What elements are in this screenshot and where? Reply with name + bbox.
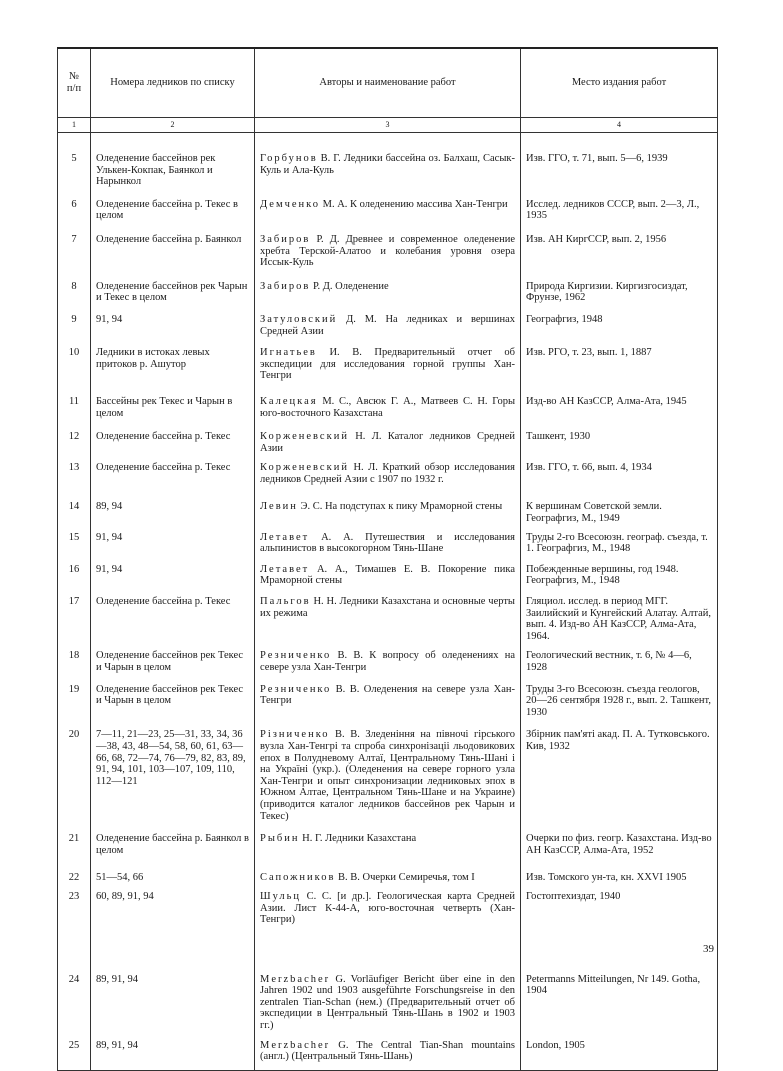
glacier-numbers <box>91 501 255 531</box>
glacier-numbers-text: Оледенение бассейна р. Баянкол <box>96 233 242 245</box>
glacier-numbers-text: 89, 94 <box>96 501 123 513</box>
publication-place <box>521 650 718 683</box>
publication-place <box>521 684 718 730</box>
table-row <box>58 501 718 531</box>
publication-place <box>521 833 718 872</box>
row-number <box>58 234 91 281</box>
table-row <box>58 729 718 833</box>
author-name: Merzbacher <box>260 1039 331 1051</box>
glacier-numbers-text: Оледенение бассейна р. Текес в целом <box>96 198 238 222</box>
publication-place-text: London, 1905 <box>526 1039 585 1051</box>
table-row <box>58 891 718 974</box>
header-number: № п/п <box>58 48 91 118</box>
publication-place <box>521 234 718 281</box>
row-number-text: 21 <box>68 833 80 845</box>
row-number-text: 19 <box>68 683 80 695</box>
glacier-numbers <box>91 314 255 347</box>
publication-place <box>521 564 718 596</box>
author-work <box>255 396 521 431</box>
work-title: В. В. К вопросу об оледенениях на севере узла Хан-Тенгри <box>260 650 515 673</box>
author-name: Горбунов <box>260 153 318 164</box>
row-number <box>58 1040 91 1071</box>
author-work <box>255 872 521 891</box>
author-name: Калецкая <box>260 395 318 407</box>
glacier-numbers <box>91 833 255 872</box>
column-index: 4 <box>521 118 718 133</box>
table-row <box>58 1040 718 1071</box>
row-number-text: 13 <box>68 462 80 474</box>
glacier-numbers <box>91 564 255 596</box>
row-number <box>58 396 91 431</box>
row-number <box>58 431 91 462</box>
glacier-numbers <box>91 153 255 199</box>
row-number <box>58 564 91 596</box>
row-number <box>58 532 91 564</box>
row-number-text: 7 <box>71 233 77 245</box>
author-work <box>255 153 521 199</box>
author-name: Сапожников <box>260 872 336 884</box>
row-number-text: 23 <box>68 890 80 902</box>
author-name: Пальгов <box>260 596 311 608</box>
row-number-text: 14 <box>68 501 80 513</box>
table-row <box>58 281 718 314</box>
glacier-numbers <box>91 974 255 1040</box>
glacier-numbers <box>91 532 255 564</box>
column-index: 2 <box>91 118 255 133</box>
row-number-text: 22 <box>68 872 80 884</box>
publication-place-text: Изв. Томского ун-та, кн. XXVI 1905 <box>526 872 687 884</box>
publication-place-text: Изв. ГГО, т. 71, вып. 5—6, 1939 <box>526 153 668 164</box>
publication-place-text: Збiрник пам'ятi акад. П. А. Тутковського. Кив, 1932 <box>526 729 710 752</box>
publication-place-text: Труды 2-го Всесоюзн. географ. съезда, т. 1. Географгиз, М., 1948 <box>526 531 708 555</box>
glacier-numbers <box>91 872 255 891</box>
publication-place <box>521 462 718 501</box>
glacier-numbers <box>91 891 255 974</box>
glacier-numbers-text: Оледенение бассейнов рек Текес и Чарын в целом <box>96 650 244 673</box>
author-name: Левин <box>260 501 298 513</box>
author-work <box>255 462 521 501</box>
column-index: 1 <box>58 118 91 133</box>
glacier-numbers-text: 89, 91, 94 <box>96 973 138 985</box>
bibliography-table <box>57 47 718 1071</box>
table-header <box>58 48 718 118</box>
row-number <box>58 153 91 199</box>
row-number <box>58 729 91 833</box>
glacier-numbers <box>91 462 255 501</box>
row-number <box>58 462 91 501</box>
row-number-text: 18 <box>68 650 80 662</box>
author-work <box>255 833 521 872</box>
author-name: Рiзниченко <box>260 729 330 741</box>
glacier-numbers-text: Оледенение бассейнов рек Улькен-Кокпак, Баянкол и Нарынкол <box>96 153 216 188</box>
author-name: Корженевский <box>260 462 349 474</box>
work-title: В. В. Очерки Семиречья, том I <box>335 872 475 884</box>
table-row <box>58 462 718 501</box>
work-title: Э. С. На подступах к пику Мраморной стены <box>297 501 503 513</box>
glacier-numbers <box>91 396 255 431</box>
table-row <box>58 684 718 730</box>
work-title: М. С., Авсюк Г. А., Матвеев С. Н. Горы юго-восточного Казахстана <box>260 395 515 419</box>
row-number <box>58 684 91 730</box>
row-number <box>58 281 91 314</box>
work-title: G. The Central Tian-Shan mountains (англ.) (Центральный Тянь-Шань) <box>260 1039 515 1063</box>
author-work <box>255 1040 521 1071</box>
glacier-numbers-text: Оледенение бассейнов рек Чарын и Текес в целом <box>96 280 248 304</box>
author-work <box>255 234 521 281</box>
publication-place <box>521 281 718 314</box>
work-title: Н. Н. Ледники Казахстана и основные черты их режима <box>260 596 515 619</box>
row-number-text: 17 <box>68 596 80 608</box>
publication-place <box>521 596 718 650</box>
author-name: Забиров <box>260 280 311 292</box>
publication-place-text: Очерки по физ. геогр. Казахстана. Изд-во АН КазССР, Алма-Ата, 1952 <box>526 833 712 856</box>
publication-place-text: Гляциол. исслед. в период МГГ. Заилийский и Кунгейский Алатау. Алтай, вып. 4. Изд-во АН КазССР, Алма-Ата, 1964. <box>526 596 711 642</box>
glacier-numbers-text: Ледники в истоках левых притоков р. Ашутор <box>96 347 210 370</box>
row-number <box>58 199 91 234</box>
author-work <box>255 564 521 596</box>
author-name: Забиров <box>260 233 311 245</box>
author-name: Резниченко <box>260 650 332 662</box>
publication-place-text: Изд-во АН КазССР, Алма-Ата, 1945 <box>526 395 687 407</box>
publication-place <box>521 532 718 564</box>
author-name: Шульц <box>260 890 302 902</box>
row-number-text: 25 <box>68 1039 80 1051</box>
work-title: Н. Г. Ледники Казахстана <box>299 833 417 845</box>
author-work <box>255 347 521 396</box>
publication-place <box>521 199 718 234</box>
column-index-row <box>58 118 718 133</box>
glacier-numbers-text: 89, 91, 94 <box>96 1039 138 1051</box>
work-title: В. В. Зледенiння на пiвночi гiрського вузла Хан-Тенгрi та спроба синхронiзацii льодовикових епох в Полудневому Алтаї, Центральному Тянь-Шанi i на Украïнi (укр.). (Оледенения на севере горного узла Хан-Тенгри и опыт синхронизации ледниковых эпох в Южном Алтае, Центральном Тянь-Шане и на Украине) (приводится каталог ледников бассейнов рек Чарын и Текес) <box>260 729 515 822</box>
author-work <box>255 729 521 833</box>
glacier-numbers-text: 51—54, 66 <box>96 872 144 884</box>
author-work <box>255 596 521 650</box>
glacier-numbers-text: Оледенение бассейнов рек Текес и Чарын в целом <box>96 683 244 707</box>
author-name: Летавет <box>260 531 310 543</box>
table-row <box>58 347 718 396</box>
publication-place-text: Petermanns Mitteilungen, Nr 149. Gotha, 1904 <box>526 973 701 997</box>
column-index: 3 <box>255 118 521 133</box>
publication-place-text: Побежденные вершины, год 1948. Географгиз, М., 1948 <box>526 563 679 587</box>
table-row <box>58 396 718 431</box>
author-work <box>255 974 521 1040</box>
glacier-numbers <box>91 234 255 281</box>
publication-place-text: Изв. ГГО, т. 66, вып. 4, 1934 <box>526 462 652 474</box>
publication-place-text: Исслед. ледников СССР, вып. 2—3, Л., 1935 <box>526 198 700 222</box>
row-number-text: 24 <box>68 973 80 985</box>
bibliography-page <box>57 47 717 1071</box>
table-row <box>58 974 718 1040</box>
row-number-text: 8 <box>71 280 77 292</box>
publication-place <box>521 314 718 347</box>
row-number <box>58 974 91 1040</box>
row-number-text: 16 <box>68 563 80 575</box>
glacier-numbers-text: Оледенение бассейна р. Текес <box>96 431 231 443</box>
author-name: Летавет <box>260 563 310 575</box>
row-number-text: 10 <box>68 347 80 359</box>
work-title: И. В. Предварительный отчет об экспедиции для исследования горной группы Хан-Тенгри <box>260 347 515 382</box>
table-row <box>58 314 718 347</box>
author-work <box>255 431 521 462</box>
author-work <box>255 501 521 531</box>
header-authors: Авторы и наименование работ <box>255 48 521 118</box>
row-number <box>58 314 91 347</box>
author-work <box>255 199 521 234</box>
row-number-text: 12 <box>68 431 80 443</box>
row-number <box>58 650 91 683</box>
row-number <box>58 347 91 396</box>
publication-place <box>521 974 718 1040</box>
publication-place-text: К вершинам Советской земли. Географгиз, М., 1949 <box>526 501 662 525</box>
glacier-numbers-text: Бассейны рек Текес и Чарын в целом <box>96 395 233 419</box>
work-title: С. С. [и др.]. Геологическая карта Средней Азии. Лист К-44-А, юго-восточная четверть (Хан-Тенгри) <box>260 890 515 926</box>
table-row <box>58 596 718 650</box>
glacier-numbers <box>91 684 255 730</box>
author-name: Корженевский <box>260 431 349 443</box>
glacier-numbers-text: 91, 94 <box>96 531 123 543</box>
glacier-numbers <box>91 729 255 833</box>
publication-place-text: Гостоптехиздат, 1940 <box>526 890 621 902</box>
row-number <box>58 501 91 531</box>
glacier-numbers <box>91 1040 255 1071</box>
header-place: Место издания работ <box>521 48 718 118</box>
glacier-numbers <box>91 650 255 683</box>
publication-place <box>521 729 718 833</box>
publication-place-text: Изв. РГО, т. 23, вып. 1, 1887 <box>526 347 652 359</box>
table-row <box>58 153 718 199</box>
table-row <box>58 431 718 462</box>
glacier-numbers <box>91 431 255 462</box>
table-row <box>58 564 718 596</box>
publication-place <box>521 396 718 431</box>
publication-place-text: Геологический вестник, т. 6, № 4—6, 1928 <box>526 650 692 673</box>
publication-place <box>521 872 718 891</box>
glacier-numbers <box>91 281 255 314</box>
glacier-numbers-text: 91, 94 <box>96 313 123 325</box>
row-number-text: 15 <box>68 531 80 543</box>
row-number-text: 20 <box>68 729 80 741</box>
author-name: Резниченко <box>260 683 332 695</box>
glacier-numbers <box>91 199 255 234</box>
glacier-numbers <box>91 347 255 396</box>
glacier-numbers-text: 60, 89, 91, 94 <box>96 890 154 902</box>
work-title: В. В. Оледенения на севере узла Хан-Тенгри <box>260 683 515 707</box>
publication-place <box>521 891 718 974</box>
publication-place <box>521 347 718 396</box>
author-name: Игнатьев <box>260 347 317 359</box>
glacier-numbers-text: Оледенение бассейна р. Баянкол в целом <box>96 833 249 856</box>
author-name: Merzbacher <box>260 973 331 985</box>
author-name: Затуловский <box>260 313 338 325</box>
row-number-text: 5 <box>71 153 77 164</box>
publication-place <box>521 431 718 462</box>
author-work <box>255 650 521 683</box>
table-row <box>58 833 718 872</box>
work-title: В. Г. Ледники бассейна оз. Балхаш, Сасык-Куль и Ала-Куль <box>260 153 515 176</box>
work-title: G. Vorläufiger Bericht über eine in den Jahren 1902 und 1903 ausgeführte Forschungsreise in den zentralen Tian-Schan (нем.) (Предварительный отчет об экспедиции в Центральный Тянь-Шань в 1902 и 1903 гг.) <box>260 973 515 1032</box>
author-work <box>255 281 521 314</box>
row-number <box>58 891 91 974</box>
table-row <box>58 532 718 564</box>
work-title: А. А., Тимашев Е. В. Покорение пика Мраморной стены <box>260 563 515 587</box>
table-row <box>58 650 718 683</box>
table-row <box>58 872 718 891</box>
author-work <box>255 532 521 564</box>
author-work <box>255 314 521 347</box>
publication-place <box>521 1040 718 1071</box>
row-number-text: 11 <box>68 395 80 407</box>
work-title: Р. Д. Оледенение <box>310 280 389 292</box>
row-number <box>58 872 91 891</box>
author-name: Рыбин <box>260 833 300 845</box>
publication-place <box>521 153 718 199</box>
publication-place-text: Изв. АН КиргССР, вып. 2, 1956 <box>526 233 667 245</box>
author-name: Демченко <box>260 198 320 210</box>
publication-place-text: Ташкент, 1930 <box>526 431 591 443</box>
row-number-text: 6 <box>71 198 77 210</box>
work-title: А. А. Путешествия и исследования альпинистов в высокогорном Тянь-Шане <box>260 531 515 555</box>
row-number <box>58 833 91 872</box>
table-row <box>58 199 718 234</box>
author-work <box>255 891 521 974</box>
glacier-numbers-text: Оледенение бассейна р. Текес <box>96 596 231 608</box>
glacier-numbers-text: Оледенение бассейна р. Текес <box>96 462 231 474</box>
glacier-numbers-text: 7—11, 21—23, 25—31, 33, 34, 36—38, 43, 48—54, 58, 60, 61, 63—66, 68, 72—74, 76—79, 82, 83, 89, 91, 94, 101, 103—107, 109, 110, 112—121 <box>96 729 246 787</box>
row-number-text: 9 <box>71 313 77 325</box>
glacier-numbers <box>91 596 255 650</box>
table-row <box>58 234 718 281</box>
work-title: Д. М. На ледниках и вершинах Средней Азии <box>260 313 515 337</box>
publication-place-text: Природа Киргизии. Киргизгосиздат, Фрунзе, 1962 <box>526 280 688 304</box>
row-number <box>58 596 91 650</box>
author-work <box>255 684 521 730</box>
publication-place-text: Труды 3-го Всесоюзн. съезда геологов, 20—26 сентября 1928 г., вып. 2. Ташкент, 1930 <box>526 683 711 718</box>
work-title: Р. Д. Древнее и современное оледенение хребта Терской-Алатоо и колебания уровня озера Иссык-Куль <box>260 233 515 269</box>
glacier-numbers-text: 91, 94 <box>96 563 123 575</box>
work-title: М. А. К оледенению массива Хан-Тенгри <box>319 198 508 210</box>
work-title: Н. Л. Каталог ледников Средней Азии <box>260 431 515 454</box>
header-glaciers: Номера ледников по списку <box>91 48 255 118</box>
publication-place <box>521 501 718 531</box>
publication-place-text: Географгиз, 1948 <box>526 313 603 325</box>
page-number: 39 <box>703 943 714 955</box>
work-title: Н. Л. Краткий обзор исследования ледников Средней Азии с 1907 по 1932 г. <box>260 462 515 485</box>
